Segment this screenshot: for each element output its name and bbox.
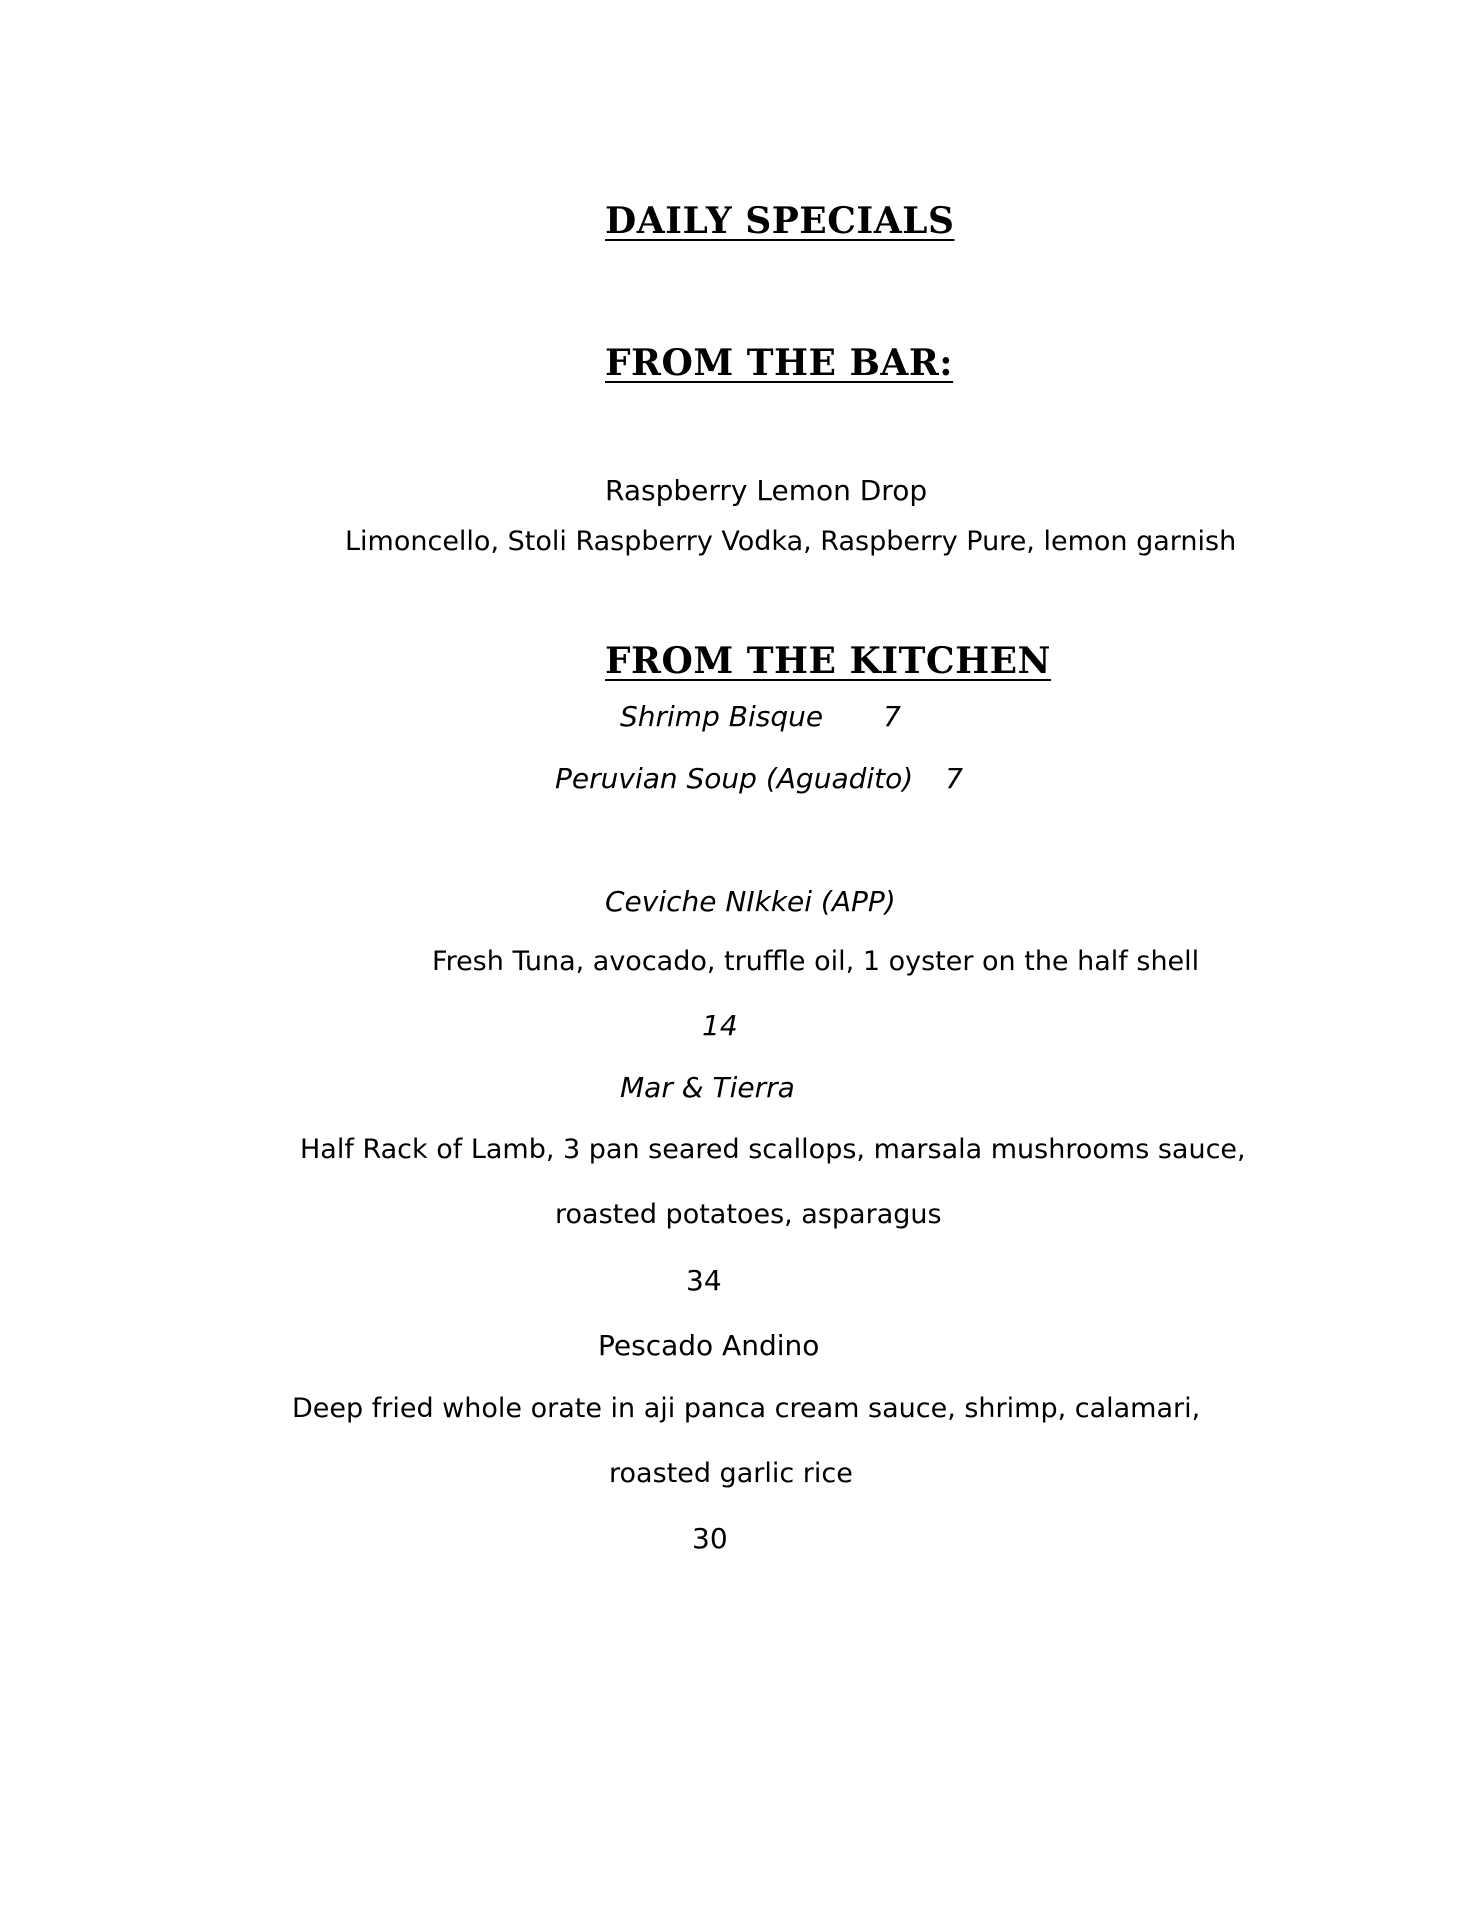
- bar-section-heading: FROM THE BAR:: [605, 342, 954, 384]
- soup-item-price: 7: [883, 700, 901, 733]
- ceviche-description: Fresh Tuna, avocado, truffle oil, 1 oyster on the half shell: [432, 946, 1200, 977]
- ceviche-price: 14: [702, 1009, 738, 1042]
- mar-tierra-price: 34: [686, 1264, 722, 1297]
- soup-item: [620, 700, 901, 733]
- ceviche-name: Ceviche NIkkei (APP): [605, 885, 896, 918]
- pescado-description-line2: roasted garlic rice: [609, 1458, 853, 1489]
- soup-item: [555, 762, 963, 795]
- pescado-price: 30: [692, 1522, 728, 1555]
- soup-item-name: Peruvian Soup (Aguadito): [555, 762, 914, 795]
- kitchen-section-heading: FROM THE KITCHEN: [605, 640, 1051, 682]
- pescado-name: Pescado Andino: [598, 1329, 820, 1362]
- mar-tierra-name: Mar & Tierra: [620, 1071, 795, 1104]
- pescado-description-line1: Deep fried whole orate in aji panca cream sauce, shrimp, calamari,: [292, 1393, 1201, 1424]
- mar-tierra-description-line1: Half Rack of Lamb, 3 pan seared scallops, marsala mushrooms sauce,: [300, 1134, 1246, 1165]
- mar-tierra-description-line2: roasted potatoes, asparagus: [555, 1199, 942, 1230]
- page-title: DAILY SPECIALS: [605, 200, 955, 242]
- bar-item-name: Raspberry Lemon Drop: [605, 474, 928, 507]
- soup-item-price: 7: [945, 762, 964, 795]
- soup-item-name: Shrimp Bisque: [620, 700, 824, 733]
- bar-item-description: Limoncello, Stoli Raspberry Vodka, Raspberry Pure, lemon garnish: [345, 526, 1237, 557]
